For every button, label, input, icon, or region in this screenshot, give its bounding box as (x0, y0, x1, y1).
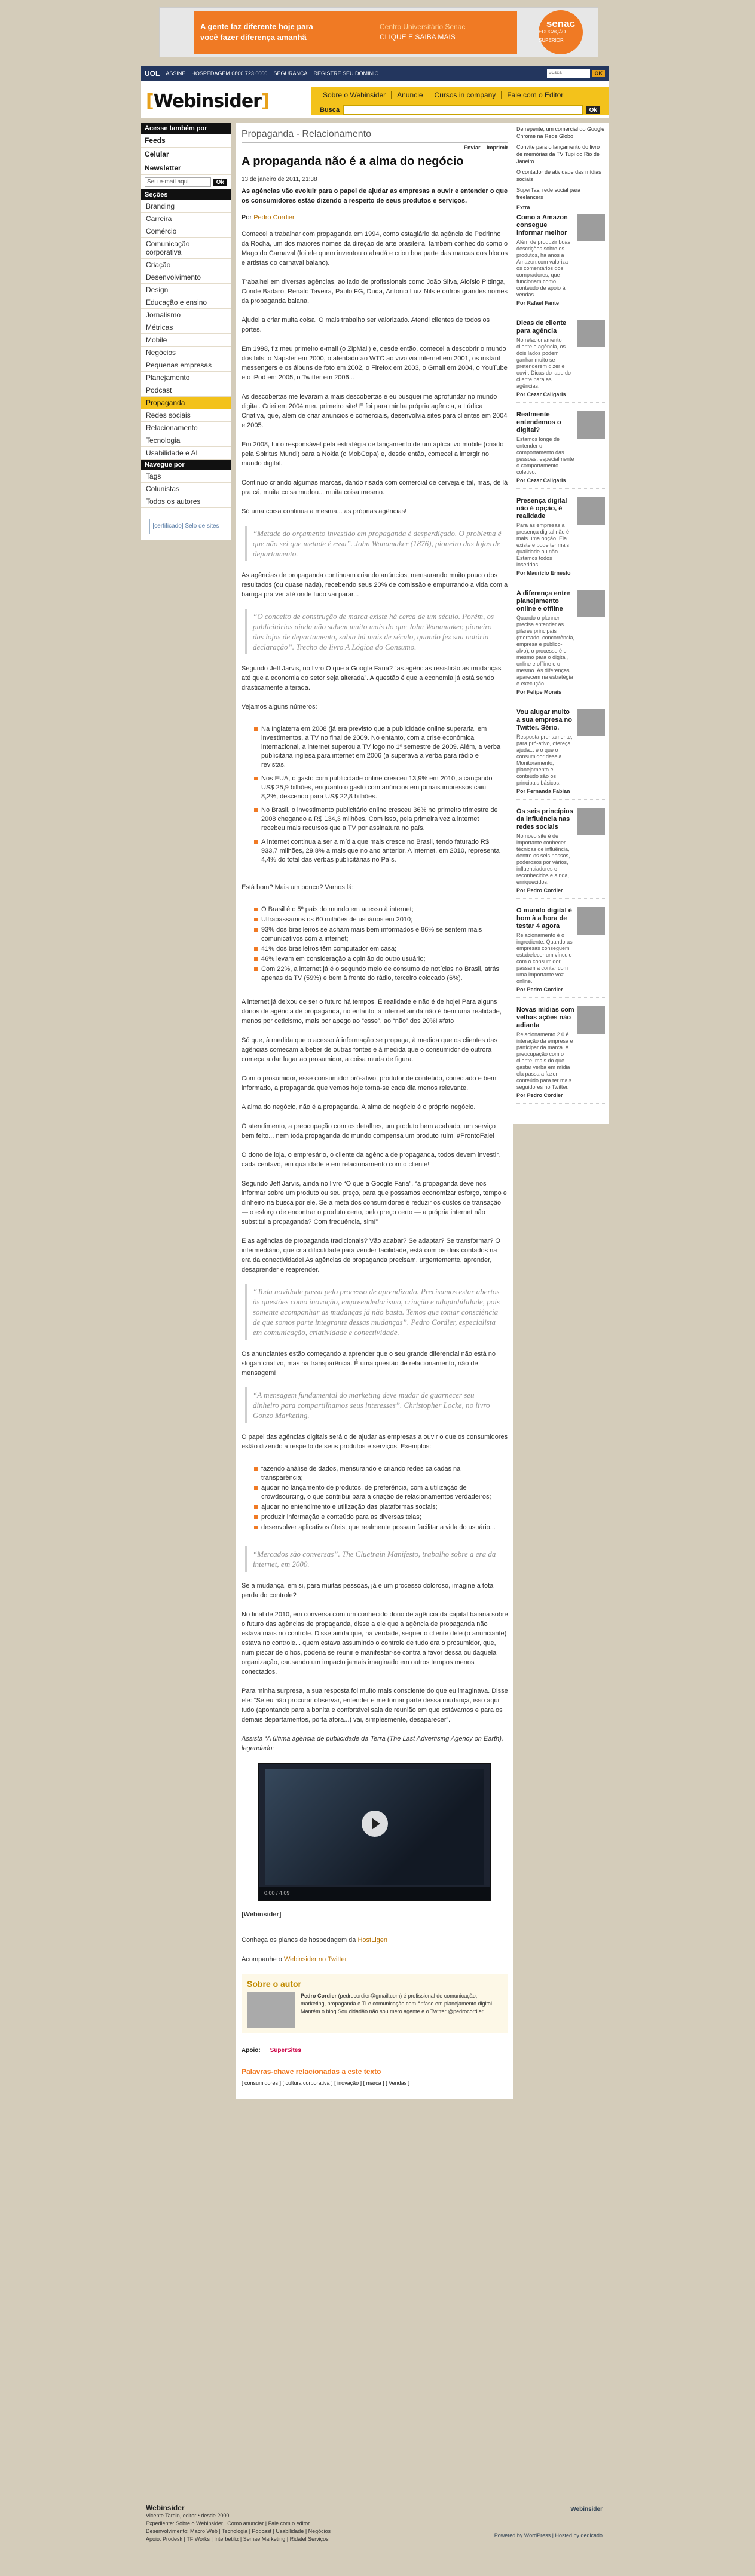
search-button[interactable]: Ok (586, 106, 600, 114)
list-item: No Brasil, o investimento publicitário online cresceu 36% no primeiro trimestre de 2008 chegando a R$ 134,3 milhões. Com isso, pela primeira vez a internet recebeu mais recursos que a TV por assinatura no país. (254, 806, 503, 833)
paragraph: Segundo Jeff Jarvis, ainda no livro “O que a Google Faria”, “a propaganda deve nos informar sobre um produto ou seu preço, para que possamos economizar esforço, tempo e dinheiro na busca por ele. Se a meta dos consumidores é reduzir os custos de transação — o esforço de encontrar o produto certo, pelo preço certo — a própria internet não substitui a propaganda? Com frequência, sim!” (242, 1180, 507, 1226)
paragraph: Só uma coisa continua a mesma... as próprias agências! (242, 508, 407, 515)
related-article-title[interactable]: Dicas de cliente para agência (516, 320, 567, 335)
related-tags[interactable]: [ consumidores ] [ cultura corporativa ] [ inovação ] [ marca ] [ Vendas ] (242, 2080, 410, 2086)
list-item: fazendo análise de dados, mensurando e criando redes calcadas na transparência; (254, 1465, 503, 1482)
footer-line[interactable]: Expediente: Sobre o Webinsider | Como anunciar | Fale com o editor (146, 2520, 310, 2526)
play-icon[interactable] (362, 1811, 388, 1837)
footer (141, 2498, 609, 2572)
sidebar-item-section[interactable]: Tecnologia (141, 434, 231, 447)
related-article-thumbnail[interactable] (577, 709, 605, 736)
related-article[interactable] (516, 411, 605, 489)
sidebar-item-section[interactable]: Branding (141, 200, 231, 213)
related-article-title[interactable]: Novas mídias com velhas ações não adianta (516, 1006, 574, 1029)
right-top-link[interactable]: SuperTas, rede social para freelancers (516, 187, 581, 200)
paragraph: Está bom? Mais um pouco? Vamos lá: (242, 884, 354, 891)
related-article-thumbnail[interactable] (577, 590, 605, 617)
hosting-link[interactable]: HostLigen (357, 1937, 388, 1944)
sidebar-item-section[interactable]: Relacionamento (141, 422, 231, 434)
source-tag: [Webinsider] (242, 1911, 282, 1918)
list-item: 46% levam em consideração a opinião do outro usuário; (254, 955, 503, 964)
paragraph: E as agências de propaganda tradicionais? Vão acabar? Se adaptar? Se transformar? O intermediário, que cria dificuldade para vender facilidade, está com os dias contados na era da conectividade! As agências de propaganda precisam, urgentemente, aprender, desaprender e reaprender. (242, 1238, 500, 1273)
paragraph: Com o prosumidor, esse consumidor pró-ativo, produtor de conteúdo, conectado e bem informado, a propaganda que vemos hoje torna-se cada dia menos relevante. (242, 1075, 497, 1092)
sidebar-item-section[interactable]: Design (141, 284, 231, 296)
send-link[interactable]: Enviar (463, 145, 481, 151)
nav-link-advertise[interactable]: Anuncie (392, 91, 429, 99)
related-article-title[interactable]: Os seis princípios da influência nas redes sociais (516, 808, 573, 831)
related-article-title[interactable]: Presença digital não é opção, é realidade (516, 497, 567, 520)
related-article-author: Por Felipe Morais (516, 689, 562, 695)
senac-logo: senac EDUCAÇÃO SUPERIOR (539, 10, 583, 54)
related-article-desc: Estamos longe de entender o comportamento das pessoas, especialmente o comportamento coletivo. (516, 436, 574, 475)
related-article-desc: Relacionamento é o ingrediente. Quando as empresas conseguem estabelecer um vínculo com o consumidor, passam a contar com uma importante voz online. (516, 932, 573, 984)
hosting-line: Conheça os planos de hospedagem da HostLigen (242, 1937, 388, 1944)
support-label: Apoio: (242, 2047, 261, 2054)
certified-badge[interactable]: [certificado] Selo de sites (149, 519, 222, 534)
related-article-author: Por Rafael Fante (516, 300, 560, 306)
article (236, 123, 513, 2099)
uol-search-button[interactable]: OK (592, 70, 606, 77)
feeds-link[interactable]: Feeds (141, 134, 231, 148)
sidebar-item-section[interactable]: Redes sociais (141, 409, 231, 422)
top-nav (311, 87, 609, 115)
paragraph: Os anunciantes estão começando a aprender que o seu grande diferencial não está no slogan criativo, mas na transparência. É uma questão de relacionamento, não de mensagem! (242, 1350, 496, 1377)
video-player[interactable] (258, 1763, 491, 1901)
brazil-list (249, 902, 508, 988)
article-date: 13 de janeiro de 2011, 21:38 (242, 176, 317, 183)
search-input[interactable] (343, 105, 583, 115)
paragraph: Se a mudança, em si, para muitas pessoas, já é um processo doloroso, imagine a total perda do controle? (242, 1582, 495, 1599)
related-article[interactable] (516, 214, 605, 311)
video-time: 0:00 / 4:09 (264, 1890, 290, 1896)
video-caption: Assista “A última agência de publicidade da Terra (The Last Advertising Agency on Earth), legendado: (242, 1735, 503, 1752)
paragraph: Só que, à medida que o acesso à informação se propaga, à medida que os clientes das agências começam a beber de outras fontes e à medida que o consumidor de outrora começa a dar lugar ao prosumidor, a coisa muda de figura. (242, 1037, 498, 1063)
paragraph: Vejamos alguns números: (242, 703, 317, 710)
sidebar-item-section[interactable]: Métricas (141, 321, 231, 334)
section-title: Propaganda - Relacionamento (242, 123, 508, 143)
related-article-thumbnail[interactable] (577, 320, 605, 347)
author-link[interactable]: Pedro Cordier (253, 214, 295, 221)
supporter-logo[interactable]: SuperSites (270, 2047, 301, 2054)
list-item: O Brasil é o 5º país do mundo em acesso à internet; (254, 905, 503, 914)
related-title: Palavras-chave relacionadas a este texto (242, 2067, 381, 2076)
related-article-desc: Para as empresas a presença digital não é mais uma opção. Ela existe e pode ter mais qualidade ou não. Estamos todos inseridos. (516, 522, 570, 568)
sections-title: Seções (141, 189, 231, 200)
uol-link[interactable]: SEGURANÇA (273, 71, 308, 76)
print-link[interactable]: Imprimir (486, 145, 508, 151)
blockquote: “Mercados são conversas”. The Cluetrain Manifesto, trabalho sobre a era da internet, em 2000. (245, 1546, 508, 1572)
related-article-title[interactable]: O mundo digital é bom à a hora de testar 4 agora (516, 907, 572, 930)
ad-headline: A gente faz diferente hoje para você fazer diferença amanhã (194, 11, 374, 54)
uol-search-input[interactable]: Busca (547, 69, 590, 78)
extra-title: Extra (516, 204, 530, 210)
newsletter-form (141, 175, 231, 189)
author-avatar (247, 1992, 295, 2028)
article-title: A propaganda não é a alma do negócio (242, 155, 464, 168)
video-controls[interactable] (259, 1887, 490, 1900)
search-label: Busca (320, 106, 340, 114)
related-article-desc: Além de produzir boas descrições sobre os produtos, há anos a Amazon.com valoriza os comentários dos compradores, que funcionam como conteúdo de apoio à vendas. (516, 239, 571, 298)
uol-link[interactable]: REGISTRE SEU DOMÍNIO (313, 71, 379, 76)
paragraph: A internet já deixou de ser o futuro há tempos. É realidade e não é de hoje! Para alguns donos de agência de propaganda, no entanto, a internet ainda não é bem uma realidade, menos por ceticismo, mais por apego ao “esse”, ao “não” dos 20%! #fato (242, 998, 502, 1025)
related-article-title[interactable]: Realmente entendemos o digital? (516, 411, 561, 434)
right-articles (516, 214, 605, 1104)
list-item: desenvolver aplicativos úteis, que realmente possam facilitar a vida do usuário... (254, 1523, 503, 1532)
ad-center-name: Centro Universitário Senac (380, 23, 466, 31)
sidebar-item-authors[interactable]: Todos os autores (141, 495, 231, 508)
list-item: ajudar no lançamento de produtos, de preferência, com a utilização de crowdsourcing, o que contribui para a criação de relacionamentos verdadeiros; (254, 1484, 503, 1502)
article-author: Por Pedro Cordier (242, 214, 295, 221)
sidebar-item-section[interactable]: Criação (141, 259, 231, 271)
list-item: 41% dos brasileiros têm computador em casa; (254, 945, 503, 954)
related-article[interactable] (516, 808, 605, 899)
sidebar-item-section[interactable]: Planejamento (141, 372, 231, 384)
sidebar-item-columnists[interactable]: Colunistas (141, 483, 231, 495)
paragraph: Segundo Jeff Jarvis, no livro O que a Google Faria? “as agências resistirão às mudanças até que a economia do setor seja alterada”. A questão é que a economia já está sendo drasticamente alterada. (242, 665, 502, 691)
list-item: produzir informação e conteúdo para as diversas telas; (254, 1513, 503, 1522)
newsletter-button[interactable]: Ok (213, 179, 227, 186)
sidebar-item-section[interactable]: Comunicação corporativa (141, 238, 231, 259)
paragraph: Para minha surpresa, a sua resposta foi muito mais consciente do que eu imaginava. Disse ele: “Se eu não procurar observar, entender e me tornar parte dessa mudança, isso aqui tudo (apontando para a bonita e confortável sala de reunião em que estávamos e para os demais departamentos, porta afora...) vai, simplesmente, desaparecer”. (242, 1687, 508, 1723)
right-top-link[interactable]: O contador de atividade das mídias sociais (516, 169, 601, 182)
ad-center (374, 11, 517, 54)
about-author (242, 1974, 508, 2033)
ad-banner[interactable] (159, 7, 598, 57)
access-title: Acesse também por (141, 123, 231, 134)
paragraph: Em 1998, fiz meu primeiro e-mail (o ZipMail) e, desde então, comecei a descobrir o mundo dos bits: o Napster em 2000, o atentado ao WTC ao vivo via internet em 2001, os instant messengers e os álbuns de foto em 2002, o Firefox em 2003, o Gmail em 2004, o YouTube e o iPod em 2005, o Twitter em 2006... (242, 345, 508, 381)
nav-link-contact[interactable]: Fale com o Editor (507, 91, 564, 99)
blockquote: “A mensagem fundamental do marketing deve mudar de guarnecer seu dinheiro para compartilhamos seus interesses”. Christopher Locke, no livro Gonzo Marketing. (245, 1387, 508, 1423)
footer-powered[interactable]: Powered by WordPress | Hosted by dedicado (494, 2532, 603, 2538)
paragraph: A alma do negócio, não é a propaganda. A alma do negócio é o próprio negócio. (242, 1104, 476, 1111)
list-item: Nos EUA, o gasto com publicidade online cresceu 13,9% em 2010, alcançando US$ 25,9 bilhões, enquanto o gasto com anúncios em jornais impressos caiu 8,2%, descendo para US$ 22,8 bilhões. (254, 774, 503, 801)
sidebar-item-section[interactable]: Podcast (141, 384, 231, 397)
sidebar-item-section[interactable]: Negócios (141, 347, 231, 359)
paragraph: As agências de propaganda continuam criando anúncios, mensurando muito pouco dos resultados (ou quase nada), recebendo seus 20% de comissão e empurrando a vida com a barriga pra ver até onde tudo vai parar... (242, 572, 508, 598)
paragraph: Ajudei a criar muita coisa. O mais trabalho ser valorizado. Atendi clientes de todos os portes. (242, 317, 490, 333)
site-header (141, 81, 609, 118)
related-article-thumbnail[interactable] (577, 808, 605, 835)
newsletter-input[interactable]: Seu e-mail aqui (145, 177, 211, 187)
uol-search (547, 69, 606, 78)
sidebar-item-section[interactable]: Carreira (141, 213, 231, 225)
related-article-author: Por Fernanda Fabian (516, 788, 570, 794)
right-sidebar (513, 123, 609, 1124)
list-item: Ultrapassamos os 60 milhões de usuários em 2010; (254, 915, 503, 924)
related-article-thumbnail[interactable] (577, 907, 605, 935)
right-top-link[interactable]: De repente, um comercial do Google Chrome na Rede Globo (516, 126, 605, 139)
related-article[interactable] (516, 907, 605, 998)
related-article-author: Por Cezar Caligaris (516, 391, 566, 397)
paragraph: No final de 2010, em conversa com um conhecido dono de agência da capital baiana sobre o futuro das agências de propaganda, disse a ele que a agência de propaganda não estava mais no controle. Disse ainda que, na verdade, sequer o cliente dele (o anunciante) estava no controle... quem estava assumindo o controle de tudo era o prosumidor, que, num piscar de olhos, poderia se reunir e manifestar-se contra a favor dessa ou daquela organização, causando um impacto jamais imaginado em outros tempos menos conectados. (242, 1611, 508, 1676)
nav-link-about[interactable]: Sobre o Webinsider (317, 91, 392, 99)
related-article[interactable] (516, 320, 605, 403)
paragraph: Trabalhei em diversas agências, ao lado de profissionais como João Silva, Aloísio Pittinga, Conde Badaró, Renato Taveira, Paulo FG, Duda, Antonio Luiz Nils e outros grandes nomes da propaganda baiana. (242, 278, 508, 305)
related-article-thumbnail[interactable] (577, 1006, 605, 1034)
related-article-author: Por Cezar Caligaris (516, 477, 566, 483)
list-item: 93% dos brasileiros se acham mais bem informados e 86% se sentem mais comunicativos com a internet; (254, 926, 503, 944)
related-article-title[interactable]: Como a Amazon consegue informar melhor (516, 214, 568, 237)
sidebar-item-section[interactable]: Educação e ensino (141, 296, 231, 309)
examples-list (249, 1461, 508, 1537)
footer-line: Vicente Tardin, editor • desde 2000 (146, 2513, 230, 2519)
twitter-line: Acompanhe o Webinsider no Twitter (242, 1956, 347, 1963)
related-article-thumbnail[interactable] (577, 411, 605, 439)
footer-brand: Webinsider (146, 2504, 185, 2512)
paragraph: Comecei a trabalhar com propaganda em 1994, como estagiário da agência de Pedrinho da Rocha, um dos maiores nomes da direção de arte brasileira, também conhecido como o Mago do Carnaval (foi ele quem inventou o abadá e criou boa parte das marcas dos blocos e artistas do carnaval baiano). (242, 231, 508, 267)
footer-line[interactable]: Apoio: Prodesk | TFIWorks | Interbetiliz | Semae Marketing | Ridatel Serviços (146, 2536, 329, 2542)
sidebar-item-section[interactable]: Desenvolvimento (141, 271, 231, 284)
newsletter-title: Newsletter (141, 161, 231, 175)
related-keywords (242, 2067, 508, 2087)
uol-bar (141, 66, 609, 81)
list-item: ajudar no entendimento e utilização das plataformas sociais; (254, 1503, 503, 1512)
sidebar-item-section[interactable]: Mobile (141, 334, 231, 347)
paragraph: O atendimento, a preocupação com os detalhes, um produto bem acabado, um serviço bem feito... nem toda propaganda do mundo compensa um produto ruim! #ProntoFalei (242, 1123, 496, 1140)
mobile-link[interactable]: Celular (141, 148, 231, 161)
related-article-thumbnail[interactable] (577, 214, 605, 241)
blockquote: “Metade do orçamento investido em propaganda é desperdiçado. O problema é que não sei que metade é essa”. John Wanamaker (1876), pioneiro das lojas de departamento. (245, 526, 508, 561)
uol-logo[interactable]: UOL (145, 69, 160, 78)
list-item: Na Inglaterra em 2008 (já era previsto que a publicidade online superaria, em investimentos, a TV no final de 2009. No entanto, com a crise econômica internacional, a internet superou a TV logo no 1º semestre de 2009. Além, a verba publicitária inglesa para internet em 2006 (a superava a verba para rádio e revistas. (254, 725, 503, 770)
site-logo[interactable]: [Webinsider] (146, 91, 269, 112)
uol-link[interactable]: ASSINE (166, 71, 186, 76)
related-article-desc: No novo site é de importante conhecer técnicas de influência, dentre os seis nossos, poderosos por vários, influenciadores e reconhecidos e ainda, enriquecidos. (516, 833, 570, 885)
sidebar-item-tags[interactable]: Tags (141, 470, 231, 483)
footer-logo: Webinsider (570, 2506, 603, 2513)
blockquote: “Toda novidade passa pelo processo de aprendizado. Precisamos estar abertos às questões como inovação, empreendedorismo, criação e adaptabilidade, pois somente acompanhar as mudanças já não basta. Temos que tomar consciência de que somos parte integrante dessas mudanças”. Pedro Cordier, especialista em comunicação, criatividade e conectividade. (245, 1284, 508, 1340)
related-article[interactable] (516, 1006, 605, 1104)
sidebar-item-section[interactable]: Pequenas empresas (141, 359, 231, 372)
paragraph: O dono de loja, o empresário, o cliente da agência de propaganda, todos devem investir, cada centavo, em qualidade e em relacionamento com o cliente! (242, 1151, 500, 1168)
related-article[interactable] (516, 497, 605, 581)
paragraph: O papel das agências digitais será o de ajudar as empresas a ouvir o que os consumidores estão dizendo a respeito de seus produtos e serviços. Exemplos: (242, 1434, 508, 1450)
related-article-desc: No relacionamento cliente e agência, os dois lados podem ganhar muito se pretenderem dizer e ouvir. Dicas do lado do cliente para as agências. (516, 337, 571, 389)
support-bar (242, 2042, 508, 2059)
paragraph: As descobertas me levaram a mais descobertas e eu busquei me aprofundar no mundo digital. Criei em 2004 meu primeiro site! E foi para minha própria agência, a Lúdica Criativa, que, além de criar anúncios e comerciais, desenvolvia sites para clientes em 2004 e 2005. (242, 393, 508, 429)
list-item: Com 22%, a internet já é o segundo meio de consumo de notícias no Brasil, atrás apenas da TV (59%) e bem à frente do rádio, terceiro colocado (6%). (254, 965, 503, 983)
related-article-author: Por Pedro Cordier (516, 987, 563, 993)
related-article-desc: Relacionamento 2.0 é interação da empresa e participar da marca. A preocupação com o cliente, mais do que gastar verba em mídia ela passa a fazer conteúdo para ter mais seguidores no Twitter. (516, 1031, 573, 1090)
ad-center-link[interactable]: CLIQUE E SAIBA MAIS (380, 33, 456, 41)
related-article-author: Por Pedro Cordier (516, 1092, 563, 1098)
related-article[interactable] (516, 709, 605, 800)
twitter-link[interactable]: Webinsider no Twitter (283, 1956, 347, 1963)
paragraph: Em 2008, fui o responsável pela estratégia de lançamento de um aplicativo mobile (criado pela Spiritus Mundi) para a Nokia (o MobCopa) e, desde então, comecei a imergir no mundo digital. (242, 441, 504, 467)
about-text: Pedro Cordier (pedrocordier@gmail.com) é profissional de comunicação, marketing, propaganda e TI e comunicação com ênfase em planejamento digital. Mantém o blog Sou cidadão não sou mero agente e o Twitter @pedrocordier. (301, 1993, 494, 2014)
numbers-list (249, 721, 508, 873)
related-article-title[interactable]: A diferença entre planejamento online e offline (516, 590, 570, 612)
related-article-desc: Resposta prontamente, para pró-ativo, ofereça ajuda... é o que o consumidor deseja. Monitoramento, planejamento e conteúdo são os principais básicos. (516, 734, 573, 786)
sidebar-item-section[interactable]: Propaganda (141, 397, 231, 409)
blockquote: “O conceito de construção de marca existe há cerca de um século. Porém, os publicitários ainda não sabem muito mais do que John Wanamaker, pioneiro das lojas de departamento, sabia há mais de século, quando fez sua notória declaração”. Trecho do livro A Lógica do Consumo. (245, 609, 508, 654)
related-article[interactable] (516, 590, 605, 700)
list-item: A internet continua a ser a mídia que mais cresce no Brasil, tendo faturado R$ 933,7 milhões, 29,8% a mais que no ano anterior. A internet, em 2010, representa 4,4% do total das verbas publicitárias no País. (254, 838, 503, 865)
right-top-link[interactable]: Convite para o lançamento do livro de memórias da TV Tupi do Rio de Janeiro (516, 144, 600, 164)
uol-link[interactable]: HOSPEDAGEM 0800 723 6000 (191, 71, 268, 76)
sidebar-item-section[interactable]: Comércio (141, 225, 231, 238)
sidebar-item-section[interactable]: Usabilidade e AI (141, 447, 231, 460)
related-article-thumbnail[interactable] (577, 497, 605, 525)
article-lead: As agências vão evoluir para o papel de ajudar as empresas a ouvir e entender o que os consumidores estão dizendo a respeito de seus produtos e serviços. (242, 188, 508, 204)
sidebar-item-section[interactable]: Jornalismo (141, 309, 231, 321)
related-article-author: Por Pedro Cordier (516, 887, 563, 893)
about-title: Sobre o autor (247, 1979, 302, 1989)
related-article-desc: Quando o planner precisa entender as pilares principais (mercado, concorrência, empresa e público-alvo), o processo é o mesmo para o digital, online e offline e o mesmo. As diferenças aparecem na estratégia e execução. (516, 615, 575, 687)
related-article-title[interactable]: Vou alugar muito a sua empresa no Twitter. Sério. (516, 709, 572, 731)
article-tools (242, 143, 508, 152)
left-sidebar (141, 123, 231, 540)
paragraph: Continuo criando algumas marcas, dando risada com comercial de cerveja e tal, mas, de lá pra cá, muita coisa mudou... muita coisa mesmo. (242, 479, 508, 496)
footer-line[interactable]: Desenvolvimento: Macro Web | Tecnologia | Podcast | Usabilidade | Negócios (146, 2528, 331, 2534)
related-article-author: Por Maurício Ernesto (516, 570, 571, 576)
browse-title: Navegue por (141, 460, 231, 470)
sections-list (141, 200, 231, 460)
nav-link-courses[interactable]: Cursos in company (429, 91, 502, 99)
